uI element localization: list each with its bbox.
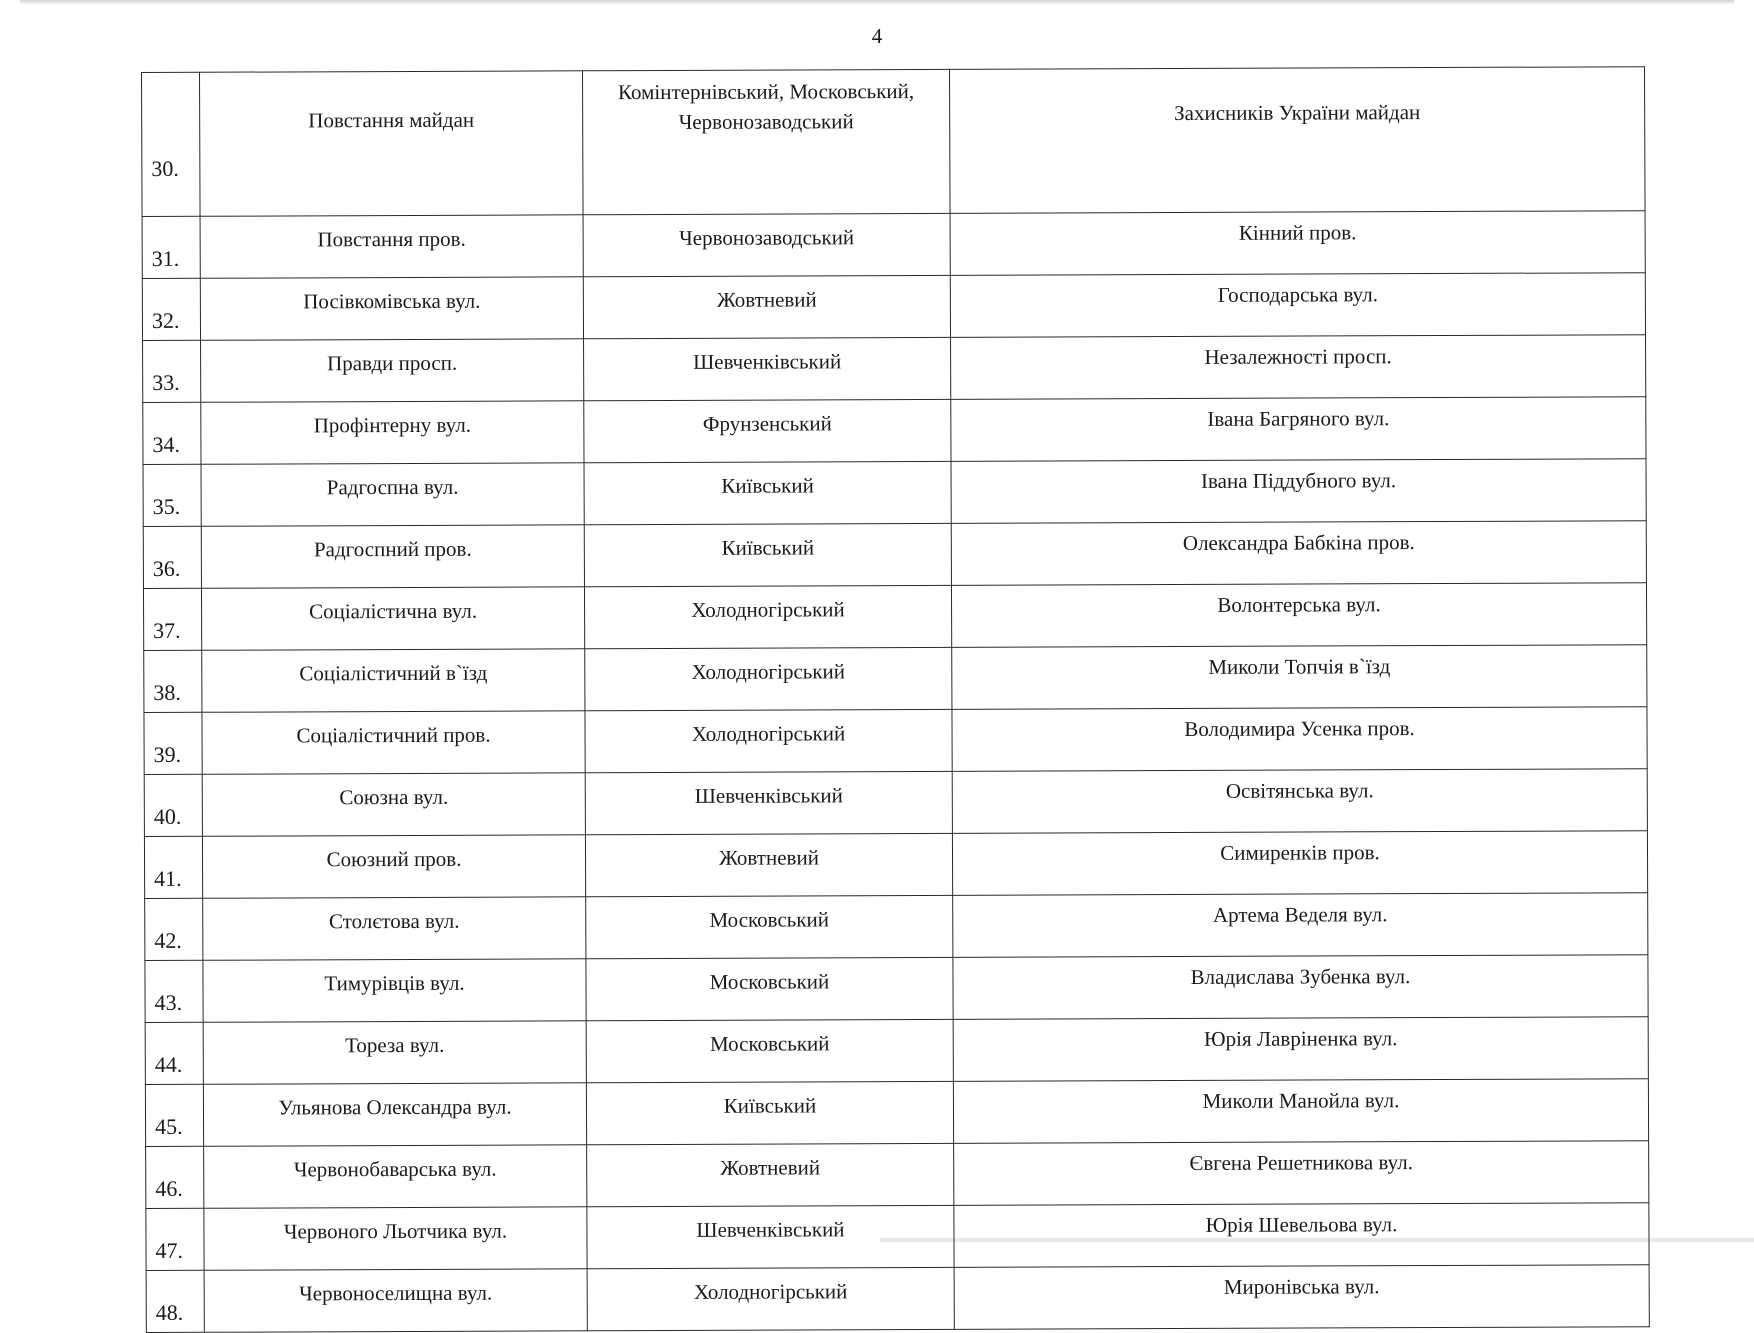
row-number: 42. bbox=[145, 898, 203, 960]
district-name: Фрунзенський bbox=[584, 399, 951, 462]
row-number: 35. bbox=[143, 464, 201, 526]
district-name: Київський bbox=[586, 1081, 953, 1144]
row-number: 31. bbox=[142, 216, 200, 278]
new-street-name: Олександра Бабкіна пров. bbox=[951, 521, 1646, 586]
scan-edge-top bbox=[20, 0, 1734, 5]
table-row bbox=[142, 67, 1646, 217]
new-street-name: Юрія Лавріненка вул. bbox=[953, 1017, 1648, 1082]
new-street-name: Володимира Усенка пров. bbox=[952, 707, 1647, 772]
district-name: Червонозаводський bbox=[583, 213, 950, 276]
old-street-name: Повстання майдан bbox=[200, 71, 584, 216]
old-street-name: Тореза вул. bbox=[203, 1021, 586, 1084]
district-name: Холодногірський bbox=[587, 1267, 954, 1330]
row-number: 44. bbox=[145, 1022, 203, 1084]
old-street-name: Соціалістичний в`їзд bbox=[202, 649, 585, 712]
district-name: Холодногірський bbox=[585, 647, 952, 710]
table-row bbox=[143, 335, 1646, 403]
old-street-name: Правди просп. bbox=[201, 339, 584, 402]
old-street-name: Союзна вул. bbox=[202, 773, 585, 836]
district-name: Московський bbox=[586, 957, 953, 1020]
district-name: Холодногірський bbox=[585, 709, 952, 772]
district-name: Шевченківський bbox=[584, 337, 951, 400]
table-row bbox=[146, 1141, 1649, 1209]
new-street-name: Івана Багряного вул. bbox=[951, 397, 1646, 462]
old-street-name: Червонобаварська вул. bbox=[204, 1145, 587, 1208]
new-street-name: Миколи Манойла вул. bbox=[953, 1079, 1648, 1144]
old-street-name: Тимурівців вул. bbox=[203, 959, 586, 1022]
district-name: Київський bbox=[584, 461, 951, 524]
row-number: 36. bbox=[143, 526, 201, 588]
row-number: 38. bbox=[144, 650, 202, 712]
new-street-name: Владислава Зубенка вул. bbox=[953, 955, 1648, 1020]
district-name: Комінтернівський, Московський, Червонозаводський bbox=[582, 69, 950, 214]
row-number: 46. bbox=[146, 1146, 204, 1208]
old-street-name: Радгоспний пров. bbox=[201, 525, 584, 588]
district-name: Київський bbox=[584, 523, 951, 586]
district-name: Шевченківський bbox=[587, 1205, 954, 1268]
row-number: 32. bbox=[142, 278, 200, 340]
new-street-name: Миронівська вул. bbox=[954, 1265, 1649, 1330]
table-row bbox=[144, 831, 1647, 899]
table-row bbox=[145, 1079, 1648, 1147]
row-number: 41. bbox=[144, 836, 202, 898]
old-street-name: Радгоспна вул. bbox=[201, 463, 584, 526]
table-row bbox=[146, 1203, 1649, 1271]
new-street-name: Волонтерська вул. bbox=[951, 583, 1646, 648]
new-street-name: Незалежності просп. bbox=[951, 335, 1646, 400]
table-row bbox=[145, 955, 1648, 1023]
district-name: Шевченківський bbox=[585, 771, 952, 834]
old-street-name: Столєтова вул. bbox=[203, 897, 586, 960]
old-street-name: Союзний пров. bbox=[202, 835, 585, 898]
new-street-name: Кінний пров. bbox=[950, 211, 1645, 276]
table-row bbox=[144, 769, 1647, 837]
row-number: 47. bbox=[146, 1208, 204, 1270]
new-street-name: Симиренків пров. bbox=[952, 831, 1647, 896]
table-row bbox=[145, 1017, 1648, 1085]
row-number: 48. bbox=[146, 1270, 204, 1332]
old-street-name: Профінтерну вул. bbox=[201, 401, 584, 464]
new-street-name: Євгена Решетникова вул. bbox=[954, 1141, 1649, 1206]
table-row bbox=[143, 583, 1646, 651]
district-name: Московський bbox=[586, 895, 953, 958]
table-row bbox=[143, 521, 1646, 589]
row-number: 39. bbox=[144, 712, 202, 774]
new-street-name: Захисників України майдан bbox=[949, 67, 1645, 214]
table-row bbox=[146, 1265, 1649, 1333]
old-street-name: Червоного Льотчика вул. bbox=[204, 1207, 587, 1270]
table-row bbox=[142, 273, 1645, 341]
row-number: 30. bbox=[142, 72, 201, 216]
row-number: 40. bbox=[144, 774, 202, 836]
old-street-name: Повстання пров. bbox=[200, 215, 583, 278]
table-row bbox=[142, 211, 1645, 279]
table-row bbox=[144, 645, 1647, 713]
row-number: 33. bbox=[143, 340, 201, 402]
row-number: 43. bbox=[145, 960, 203, 1022]
row-number: 34. bbox=[143, 402, 201, 464]
new-street-name: Юрія Шевельова вул. bbox=[954, 1203, 1649, 1268]
district-name: Жовтневий bbox=[583, 275, 950, 338]
new-street-name: Івана Піддубного вул. bbox=[951, 459, 1646, 524]
row-number: 37. bbox=[143, 588, 201, 650]
old-street-name: Червоноселищна вул. bbox=[204, 1269, 587, 1332]
new-street-name: Артема Веделя вул. bbox=[953, 893, 1648, 958]
table-row bbox=[143, 397, 1646, 465]
old-street-name: Ульянова Олександра вул. bbox=[203, 1083, 586, 1146]
row-number: 45. bbox=[145, 1084, 203, 1146]
old-street-name: Посівкомівська вул. bbox=[200, 277, 583, 340]
old-street-name: Соціалістичний пров. bbox=[202, 711, 585, 774]
page-number: 4 bbox=[871, 24, 883, 48]
district-name: Жовтневий bbox=[585, 833, 952, 896]
new-street-name: Освітянська вул. bbox=[952, 769, 1647, 834]
table-row bbox=[145, 893, 1648, 961]
district-name: Московський bbox=[586, 1019, 953, 1082]
district-name: Жовтневий bbox=[587, 1143, 954, 1206]
table-row bbox=[144, 707, 1647, 775]
district-name: Холодногірський bbox=[584, 585, 951, 648]
street-renaming-table bbox=[141, 66, 1650, 1333]
new-street-name: Миколи Топчія в`їзд bbox=[952, 645, 1647, 710]
new-street-name: Господарська вул. bbox=[950, 273, 1645, 338]
old-street-name: Соціалістична вул. bbox=[201, 587, 584, 650]
table-row bbox=[143, 459, 1646, 527]
